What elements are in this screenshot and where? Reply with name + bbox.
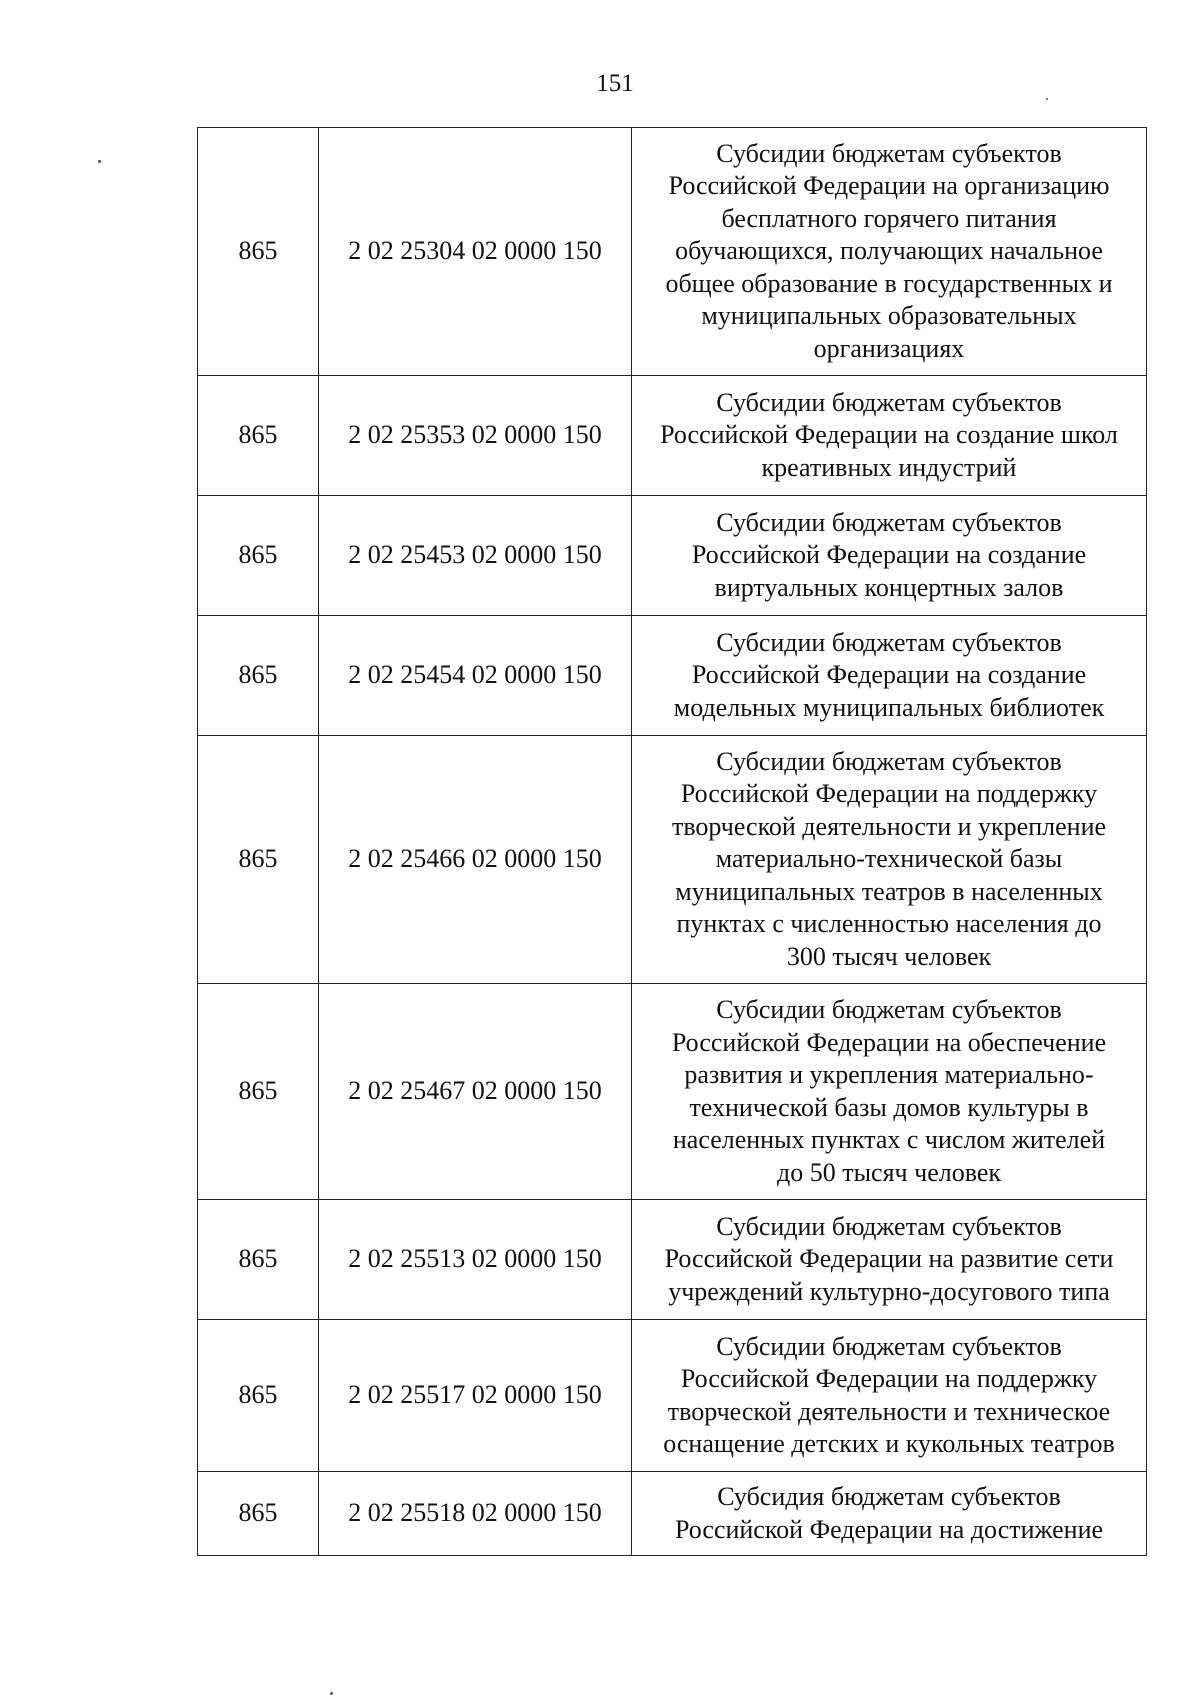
budget-classification-code-cell: 2 02 25513 02 0000 150 (319, 1200, 632, 1320)
admin-code-cell: 865 (198, 1320, 319, 1472)
table-row (198, 736, 1147, 984)
table-row (198, 1320, 1147, 1472)
description-line: Российской Федерации на организацию (668, 171, 1110, 201)
description-line: Российской Федерации на создание школ (660, 420, 1118, 450)
description-line: креативных индустрий (761, 452, 1017, 482)
income-description-cell (632, 984, 1147, 1200)
admin-code-cell: 865 (198, 736, 319, 984)
income-description-cell (632, 1320, 1147, 1472)
income-description-cell (632, 128, 1147, 376)
admin-code-cell: 865 (198, 128, 319, 376)
description-line: Российской Федерации на поддержку (680, 1364, 1098, 1393)
description-line: населенных пунктах с числом жителей (672, 1125, 1106, 1154)
description-line: оснащение детских и кукольных театров (663, 1429, 1115, 1458)
description-line: Субсидия бюджетам субъектов (717, 1482, 1061, 1511)
admin-code-cell: 865 (198, 1472, 319, 1556)
budget-classification-code-cell: 2 02 25453 02 0000 150 (319, 496, 632, 616)
admin-code-cell: 865 (198, 1200, 319, 1320)
description-line: развития и укрепления материально- (684, 1060, 1094, 1089)
description-line: виртуальных концертных залов (714, 572, 1064, 602)
description-line: Российской Федерации на достижение (674, 1514, 1104, 1544)
description-line: творческой деятельности и укрепление (671, 811, 1107, 841)
admin-code-cell: 865 (198, 616, 319, 736)
description-line: технической базы домов культуры в (689, 1092, 1089, 1122)
description-line: бесплатного горячего питания (721, 203, 1057, 233)
table-row (198, 128, 1147, 376)
income-description-cell (632, 1200, 1147, 1320)
scan-speck (330, 1692, 333, 1695)
description-line: модельных муниципальных библиотек (673, 692, 1105, 722)
description-line: Субсидии бюджетам субъектов (716, 627, 1062, 657)
admin-code-cell: 865 (198, 984, 319, 1200)
description-line: до 50 тысяч человек (776, 1157, 1002, 1187)
description-line: организациях (813, 333, 965, 363)
income-description-cell (632, 376, 1147, 496)
page-number: 151 (596, 70, 634, 97)
description-line: учреждений культурно-досугового типа (668, 1276, 1110, 1306)
budget-classification-code-cell: 2 02 25454 02 0000 150 (319, 616, 632, 736)
income-description-cell (632, 1472, 1147, 1556)
scan-speck (1046, 98, 1048, 100)
table-row (198, 1472, 1147, 1556)
budget-classification-code-cell: 2 02 25304 02 0000 150 (319, 128, 632, 376)
scan-speck (98, 160, 101, 163)
description-line: 300 тысяч человек (786, 941, 992, 971)
income-description-cell (632, 736, 1147, 984)
admin-code-cell: 865 (198, 496, 319, 616)
description-line: Российской Федерации на создание (691, 660, 1087, 690)
budget-classification-code-cell: 2 02 25466 02 0000 150 (319, 736, 632, 984)
description-line: Субсидии бюджетам субъектов (716, 138, 1062, 168)
budget-classification-code-cell: 2 02 25353 02 0000 150 (319, 376, 632, 496)
table-body (198, 128, 1147, 1556)
description-line: Субсидии бюджетам субъектов (716, 507, 1062, 537)
budget-classification-code-cell: 2 02 25467 02 0000 150 (319, 984, 632, 1200)
description-line: общее образование в государственных и (665, 268, 1113, 298)
table-row (198, 616, 1147, 736)
table-row (198, 376, 1147, 496)
budget-classification-code-cell: 2 02 25517 02 0000 150 (319, 1320, 632, 1472)
description-line: Российской Федерации на обеспечение (671, 1027, 1107, 1057)
description-line: Российской Федерации на поддержку (680, 779, 1098, 809)
table-row (198, 984, 1147, 1200)
admin-code-cell: 865 (198, 376, 319, 496)
description-line: Субсидии бюджетам субъектов (716, 995, 1062, 1024)
budget-classification-code-cell: 2 02 25518 02 0000 150 (319, 1472, 632, 1556)
description-line: Российской Федерации на развитие сети (664, 1244, 1114, 1274)
table-row (198, 496, 1147, 616)
description-line: творческой деятельности и техническое (667, 1396, 1111, 1426)
income-description-cell (632, 496, 1147, 616)
description-line: Субсидии бюджетам субъектов (716, 387, 1062, 417)
description-line: муниципальных образовательных (701, 301, 1077, 331)
description-line: Субсидии бюджетам субъектов (716, 746, 1062, 776)
description-line: материально-технической базы (715, 844, 1063, 874)
description-line: Российской Федерации на создание (691, 540, 1087, 570)
description-line: Субсидии бюджетам субъектов (716, 1211, 1062, 1241)
description-line: Субсидии бюджетам субъектов (716, 1331, 1062, 1361)
description-line: пунктах с численностью населения до (676, 909, 1102, 939)
description-line: муниципальных театров в населенных (675, 876, 1103, 906)
table-row (198, 1200, 1147, 1320)
description-line: обучающихся, получающих начальное (675, 236, 1103, 266)
budget-codes-table (197, 127, 1147, 1556)
income-description-cell (632, 616, 1147, 736)
